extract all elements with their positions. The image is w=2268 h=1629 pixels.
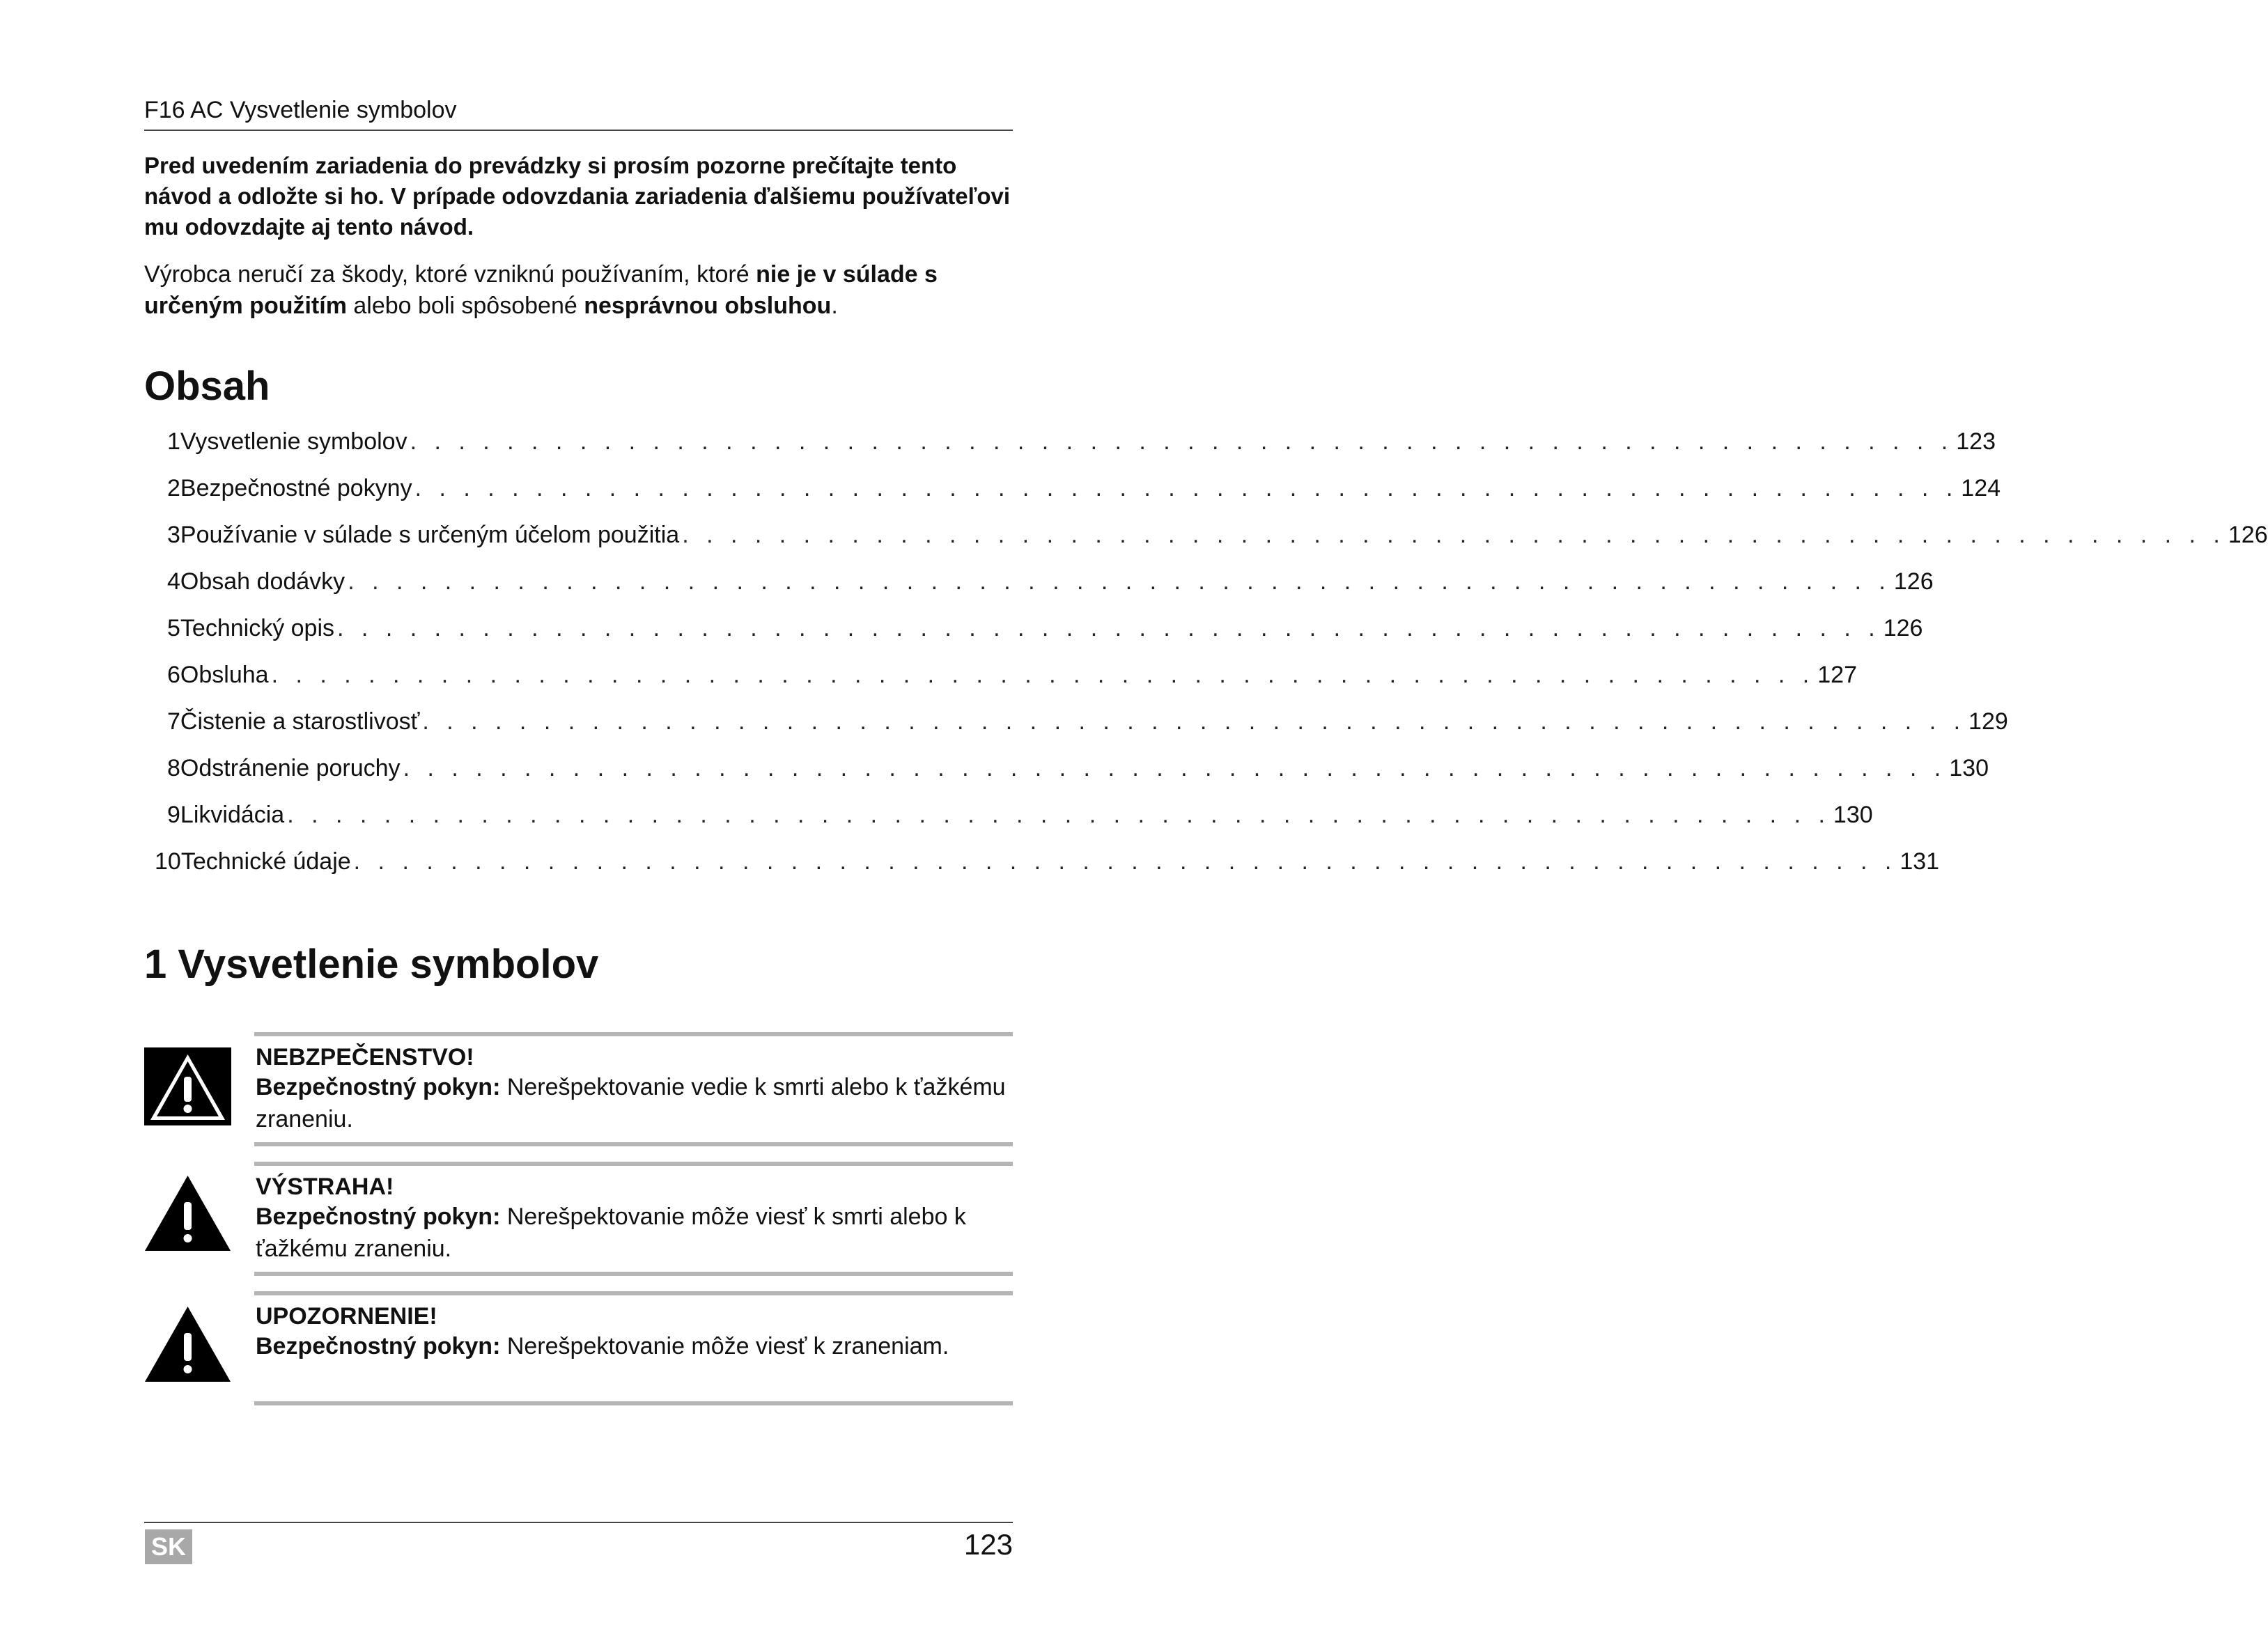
toc-entry-number: 9: [167, 802, 180, 828]
toc-entry-number: 1: [167, 428, 180, 455]
toc-entry-page: 127: [1817, 662, 1857, 688]
toc-entry-text: Používanie v súlade s určeným účelom použitia: [180, 522, 680, 548]
toc-entry-text: Obsah dodávky: [180, 568, 345, 595]
danger-warning-icon: [144, 1047, 231, 1125]
notice-label: VÝSTRAHA!: [256, 1174, 394, 1200]
toc-entry-number: 4: [167, 568, 180, 595]
notice-text: Nerešpektovanie vedie k smrti alebo k ťažkému zraneniu.: [256, 1074, 1006, 1132]
toc-entry[interactable]: [167, 426, 1996, 457]
toc-entry-number: 5: [167, 615, 180, 641]
toc-entry[interactable]: [167, 473, 2001, 504]
warning-notice: [144, 1162, 1013, 1280]
toc-entry[interactable]: [167, 613, 1923, 644]
toc-leader-dots: . . . . . . . . . . . . . . . . . . . . . . . . . . . . . . . . . . . . . . . . . . . . . . . . . . . . . . . . . . . . . . . .: [271, 662, 1815, 688]
toc-entry-text: Technický opis: [180, 615, 335, 641]
toc-entry-text: Bezpečnostné pokyny: [180, 475, 412, 501]
liability-text-2: alebo boli spôsobené: [346, 293, 584, 319]
toc-entry-number: 2: [167, 475, 180, 501]
notice-body: [256, 1201, 1015, 1265]
toc-entry[interactable]: [167, 660, 1857, 690]
footer-divider: [144, 1522, 1013, 1523]
danger-notice: [144, 1032, 1013, 1151]
page-number: 123: [963, 1528, 1013, 1561]
liability-emphasis-2: nesprávnou obsluhou: [584, 293, 832, 319]
toc-entry-text: Odstránenie poruchy: [180, 755, 401, 781]
notice-lead: Bezpečnostný pokyn:: [256, 1074, 501, 1100]
toc-entry[interactable]: [167, 566, 1934, 597]
toc-entry[interactable]: [167, 520, 2268, 550]
warning-triangle-icon: [144, 1174, 231, 1252]
notice-bottom-rule: [254, 1272, 1013, 1276]
toc-entry-text: Technické údaje: [180, 848, 351, 875]
toc-entry[interactable]: [167, 753, 1989, 784]
toc-entry-number: 8: [167, 755, 180, 781]
notice-label: NEBZPEČENSTVO!: [256, 1044, 474, 1070]
caution-triangle-icon: [144, 1305, 231, 1383]
notice-body: [256, 1330, 1015, 1362]
liability-emphasis-1: nie je v súlade s určeným použitím: [144, 261, 938, 319]
toc-entry[interactable]: [155, 846, 1940, 877]
toc-leader-dots: . . . . . . . . . . . . . . . . . . . . . . . . . . . . . . . . . . . . . . . . . . . . . . . . . . . . . . . . . . . . . . . .: [353, 848, 1897, 875]
toc-entry-page: 123: [1956, 428, 1996, 455]
page-header-title: F16 AC Vysvetlenie symbolov: [144, 97, 457, 123]
notice-text: Nerešpektovanie môže viesť k zraneniam.: [500, 1333, 949, 1359]
toc-entry-number: 6: [167, 662, 180, 688]
toc-entry-page: 131: [1900, 848, 1940, 875]
notice-text: Nerešpektovanie môže viesť k smrti alebo k ťažkému zraneniu.: [256, 1203, 966, 1262]
section-heading: 1 Vysvetlenie symbolov: [144, 942, 599, 987]
toc-entry-number: 10: [155, 848, 181, 875]
intro-notice: Pred uvedením zariadenia do prevádzky si prosím pozorne prečítajte tento návod a odložte si ho. V prípade odovzdania zariadenia ďalšiemu používateľovi mu odovzdajte aj tento návod.: [144, 153, 1011, 240]
toc-leader-dots: . . . . . . . . . . . . . . . . . . . . . . . . . . . . . . . . . . . . . . . . . . . . . . . . . . . . . . . . . . . . . . . .: [337, 615, 1881, 641]
toc-entry-text: Obsluha: [180, 662, 269, 688]
toc-leader-dots: . . . . . . . . . . . . . . . . . . . . . . . . . . . . . . . . . . . . . . . . . . . . . . . . . . . . . . . . . . . . . . . .: [414, 475, 1959, 501]
toc-entry[interactable]: [167, 706, 2008, 737]
notice-lead: Bezpečnostný pokyn:: [256, 1333, 501, 1359]
toc-entry-text: Vysvetlenie symbolov: [180, 428, 407, 455]
toc-entry-page: 126: [1883, 615, 1923, 641]
toc-leader-dots: . . . . . . . . . . . . . . . . . . . . . . . . . . . . . . . . . . . . . . . . . . . . . . . . . . . . . . . . . . . . . . . .: [348, 568, 1891, 595]
notice-top-rule: [254, 1291, 1013, 1295]
toc-leader-dots: . . . . . . . . . . . . . . . . . . . . . . . . . . . . . . . . . . . . . . . . . . . . . . . . . . . . . . . . . . . . . . . .: [287, 802, 1831, 828]
toc-entry[interactable]: [167, 800, 1873, 830]
notice-label: UPOZORNENIE!: [256, 1303, 437, 1330]
toc-leader-dots: . . . . . . . . . . . . . . . . . . . . . . . . . . . . . . . . . . . . . . . . . . . . . . . . . . . . . . . . . . . . . . . .: [682, 522, 2226, 548]
toc-entry-text: Likvidácia: [180, 802, 285, 828]
toc-leader-dots: . . . . . . . . . . . . . . . . . . . . . . . . . . . . . . . . . . . . . . . . . . . . . . . . . . . . . . . . . . . . . . . .: [403, 755, 1947, 781]
notice-body: [256, 1071, 1015, 1135]
toc-entry-number: 7: [167, 708, 180, 735]
toc-entry-text: Čistenie a starostlivosť: [180, 708, 420, 735]
notice-lead: Bezpečnostný pokyn:: [256, 1203, 501, 1230]
liability-text-1: Výrobca neručí za škody, ktoré vzniknú používaním, ktoré: [144, 261, 756, 288]
toc-entry-page: 124: [1961, 475, 2001, 501]
toc-leader-dots: . . . . . . . . . . . . . . . . . . . . . . . . . . . . . . . . . . . . . . . . . . . . . . . . . . . . . . . . . . . . . . . .: [422, 708, 1966, 735]
toc-entry-page: 130: [1949, 755, 1989, 781]
toc-entry-number: 3: [167, 522, 180, 548]
toc-leader-dots: . . . . . . . . . . . . . . . . . . . . . . . . . . . . . . . . . . . . . . . . . . . . . . . . . . . . . . . . . . . . . . . .: [410, 428, 1954, 455]
notice-bottom-rule: [254, 1401, 1013, 1405]
toc-entry-page: 129: [1968, 708, 2008, 735]
liability-paragraph: [144, 259, 1013, 322]
toc-entry-page: 126: [1893, 568, 1934, 595]
toc-title: Obsah: [144, 364, 270, 409]
header-divider: [144, 130, 1013, 131]
caution-notice: [144, 1291, 1013, 1410]
notice-top-rule: [254, 1032, 1013, 1036]
liability-text-3: .: [831, 293, 838, 319]
toc-entry-page: 126: [2228, 522, 2268, 548]
language-badge: SK: [145, 1529, 192, 1564]
notice-bottom-rule: [254, 1142, 1013, 1146]
notice-top-rule: [254, 1162, 1013, 1166]
toc-entry-page: 130: [1833, 802, 1873, 828]
